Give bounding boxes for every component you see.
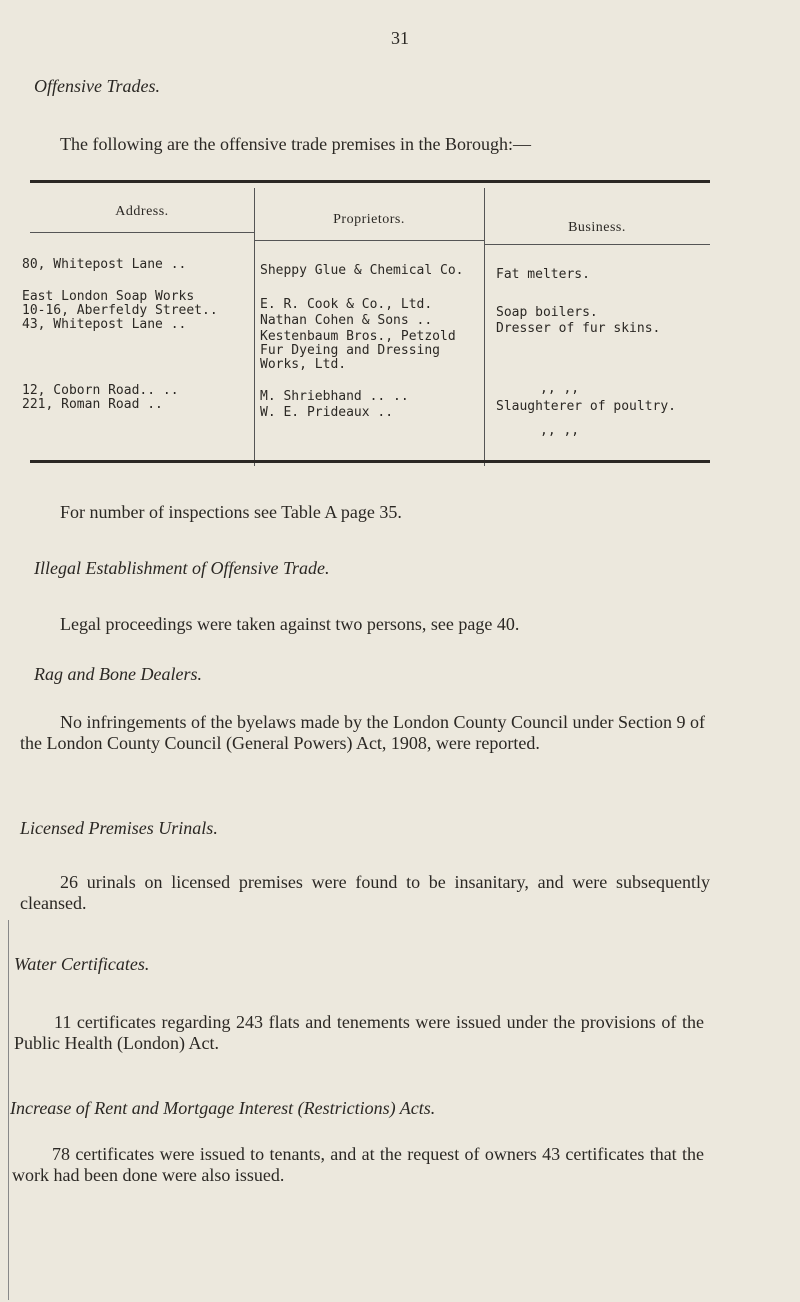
table-cell-business: Fat melters. xyxy=(496,267,590,282)
page-number: 31 xyxy=(391,28,409,48)
illegal-text: Legal proceedings were taken against two persons, see page 40. xyxy=(60,614,520,634)
table-cell-proprietor: M. Shriebhand .. .. xyxy=(260,389,409,404)
table-cell-address: 10-16, Aberfeldy Street.. xyxy=(22,303,218,318)
header-rule xyxy=(30,232,254,233)
table-cell-business: ,, ,, xyxy=(540,423,580,438)
inspections-note: For number of inspections see Table A page 35. xyxy=(60,502,402,522)
table-cell-proprietor: E. R. Cook & Co., Ltd. xyxy=(260,297,433,312)
table-cell-business: Dresser of fur skins. xyxy=(496,321,661,336)
illegal-heading: Illegal Establishment of Offensive Trade. xyxy=(34,558,330,578)
header-address: Address. xyxy=(115,204,169,219)
page-edge xyxy=(8,920,9,1300)
table-cell-address: 43, Whitepost Lane .. xyxy=(22,317,187,332)
urinals-heading: Licensed Premises Urinals. xyxy=(20,818,218,838)
rent-text: 78 certificates were issued to tenants, and at the request of owners 43 certificates that the work had been done were also issued. xyxy=(12,1144,704,1185)
table-cell-proprietor: W. E. Prideaux .. xyxy=(260,405,394,420)
table-cell-business: ,, ,, xyxy=(540,381,580,396)
table-cell-proprietor: Kestenbaum Bros., Petzold Fur Dyeing and Dressing Works, Ltd. xyxy=(260,329,456,372)
header-business: Business. xyxy=(568,220,626,235)
rag-bone-text: No infringements of the byelaws made by the London County Council under Section 9 of the London County Council (General Powers) Act, 1908, were reported. xyxy=(20,712,705,753)
table-cell-proprietor: Nathan Cohen & Sons .. xyxy=(260,313,433,328)
table-top-rule xyxy=(30,180,710,183)
table-divider xyxy=(254,188,255,466)
header-rule xyxy=(484,244,710,245)
offensive-trades-heading: Offensive Trades. xyxy=(34,76,160,96)
table-cell-business: Slaughterer of poultry. xyxy=(496,399,677,414)
table-bottom-rule xyxy=(30,460,710,463)
water-text: 11 certificates regarding 243 flats and tenements were issued under the provisions of the Public Health (London) Act. xyxy=(14,1012,704,1053)
water-heading: Water Certificates. xyxy=(14,954,150,974)
header-rule xyxy=(254,240,484,241)
urinals-text: 26 urinals on licensed premises were found to be insanitary, and were subsequently cleansed. xyxy=(20,872,710,913)
table-cell-address: 221, Roman Road .. xyxy=(22,397,163,412)
offensive-trades-intro: The following are the offensive trade premises in the Borough:— xyxy=(60,134,532,154)
table-cell-address: 80, Whitepost Lane .. xyxy=(22,257,187,272)
rag-bone-heading: Rag and Bone Dealers. xyxy=(34,664,202,684)
table-cell-proprietor: Sheppy Glue & Chemical Co. xyxy=(260,263,464,278)
table-cell-business: Soap boilers. xyxy=(496,305,598,320)
header-proprietors: Proprietors. xyxy=(333,212,405,227)
table-cell-address: East London Soap Works xyxy=(22,289,195,304)
rent-heading: Increase of Rent and Mortgage Interest (Restrictions) Acts. xyxy=(10,1098,436,1118)
table-cell-address: 12, Coborn Road.. .. xyxy=(22,383,179,398)
